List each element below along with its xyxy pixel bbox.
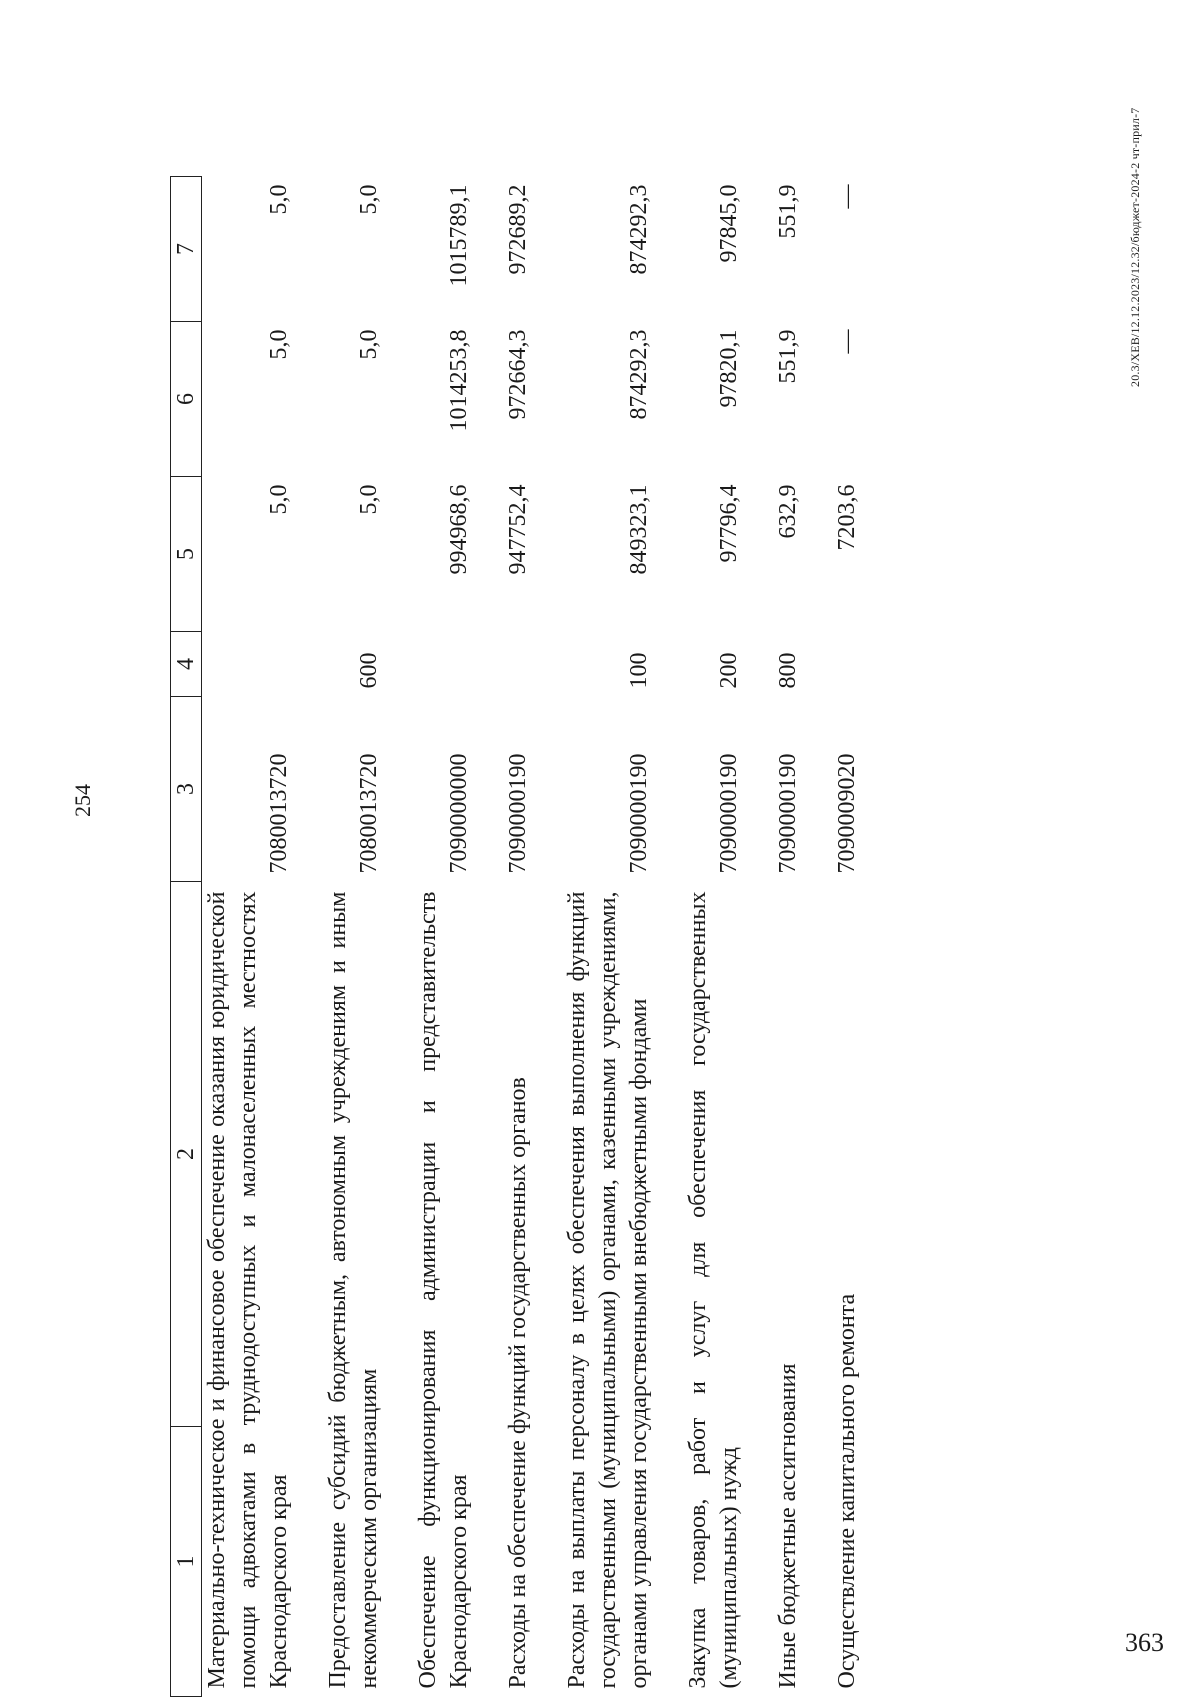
row-value-7: 1015789,1 xyxy=(446,184,472,287)
row-code: 7090000190 xyxy=(505,753,531,874)
row-value-7: — xyxy=(834,184,860,209)
table-row xyxy=(832,177,863,1697)
table-row xyxy=(323,177,385,1697)
row-kvr xyxy=(503,632,534,697)
row-name: Материально-техническое и финансовое обеспечение оказания юридической помощи адвокатами в труднодоступных и малонаселенных местностях Краснодарского края xyxy=(204,891,292,1689)
header-row xyxy=(171,177,202,1697)
row-kvr xyxy=(202,632,296,697)
row-code: 7090000000 xyxy=(446,753,472,874)
row-code: 7090000190 xyxy=(775,753,801,874)
row-value-7: 97845,0 xyxy=(716,184,742,263)
header-col-5: 5 xyxy=(171,477,202,632)
row-value-5: 849323,1 xyxy=(626,484,652,575)
row-value-7: 972689,2 xyxy=(505,184,531,275)
row-name: Расходы на выплаты персоналу в целях обеспечения выполнения функций государственными (муниципальными) органами, казенными учреждениями, органами управления государственными внебюджетными фондами xyxy=(564,891,652,1689)
row-value-7: 5,0 xyxy=(266,184,292,215)
budget-table xyxy=(170,176,863,1697)
row-value-6: 972664,3 xyxy=(505,329,531,420)
row-value-6: — xyxy=(834,329,860,354)
row-kvr: 600 xyxy=(356,652,382,689)
row-value-6: 874292,3 xyxy=(626,329,652,420)
row-code: 7080013720 xyxy=(356,753,382,874)
row-kvr: 100 xyxy=(626,652,652,689)
table-row xyxy=(413,177,475,1697)
header-col-1: 1 xyxy=(171,1427,202,1697)
row-value-5: 97796,4 xyxy=(716,484,742,563)
row-name: Осуществление капитального ремонта xyxy=(834,1293,860,1689)
row-code: 7090000190 xyxy=(626,753,652,874)
page-number-corner: 363 xyxy=(1125,1628,1164,1657)
row-value-6: 5,0 xyxy=(266,329,292,360)
row-value-5: 7203,6 xyxy=(834,484,860,551)
row-value-7: 874292,3 xyxy=(626,184,652,275)
header-col-4: 4 xyxy=(171,632,202,697)
row-value-6: 1014253,8 xyxy=(446,329,472,432)
table-row xyxy=(202,177,296,1697)
page-number-top: 254 xyxy=(70,784,95,817)
row-code: 7090000190 xyxy=(716,753,742,874)
row-kvr xyxy=(832,632,863,697)
row-name: Расходы на обеспечение функций государственных органов xyxy=(505,1077,531,1689)
row-value-7: 551,9 xyxy=(775,184,801,239)
footer-code: 20.3/XEB/12.12.2023/12.32/бюджет-2024-2 чт-прил-7 xyxy=(1128,107,1142,387)
row-value-5: 994968,6 xyxy=(446,484,472,575)
table-row xyxy=(683,177,745,1697)
header-col-2: 2 xyxy=(171,882,202,1427)
table-row xyxy=(773,177,804,1697)
row-name: Иные бюджетные ассигнования xyxy=(775,1363,801,1689)
header-col-7: 7 xyxy=(171,177,202,322)
row-value-7: 5,0 xyxy=(356,184,382,215)
row-value-6: 551,9 xyxy=(775,329,801,384)
row-value-5: 632,9 xyxy=(775,484,801,539)
row-value-6: 97820,1 xyxy=(716,329,742,408)
header-col-3: 3 xyxy=(171,697,202,882)
row-value-5: 5,0 xyxy=(356,484,382,515)
row-kvr xyxy=(413,632,475,697)
table-row xyxy=(562,177,655,1697)
row-kvr: 200 xyxy=(716,652,742,689)
header-col-6: 6 xyxy=(171,322,202,477)
row-name: Предоставление субсидий бюджетным, автономным учреждениям и иным некоммерческим организациям xyxy=(325,891,382,1689)
row-value-5: 947752,4 xyxy=(505,484,531,575)
row-code: 7080013720 xyxy=(266,753,292,874)
row-kvr: 800 xyxy=(775,652,801,689)
row-value-5: 5,0 xyxy=(266,484,292,515)
table-row xyxy=(503,177,534,1697)
row-name: Обеспечение функционирования администрации и представительств Краснодарского края xyxy=(415,891,472,1689)
row-value-6: 5,0 xyxy=(356,329,382,360)
row-name: Закупка товаров, работ и услуг для обеспечения государственных (муниципальных) нужд xyxy=(685,891,742,1689)
row-code: 7090009020 xyxy=(834,753,860,874)
